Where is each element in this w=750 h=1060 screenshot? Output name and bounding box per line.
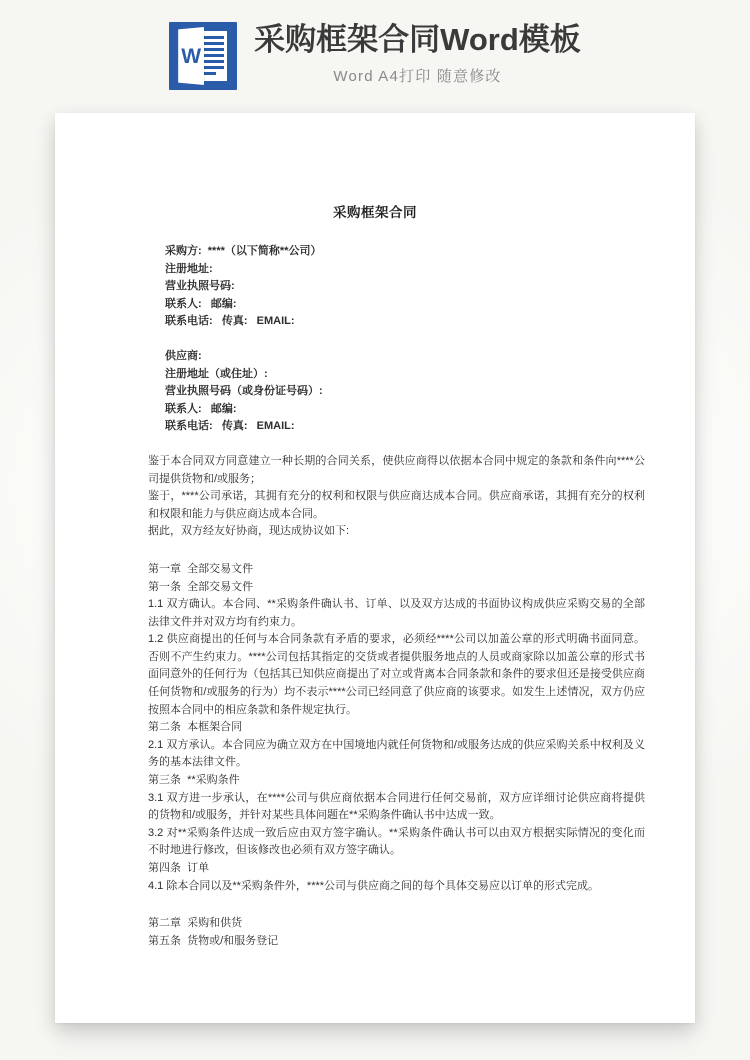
buyer-line: 注册地址: xyxy=(165,262,213,275)
recital-paragraph: 据此，双方经友好协商，现达成协议如下: xyxy=(148,525,350,538)
buyer-line: 营业执照号码: xyxy=(165,280,235,293)
article-3-heading: 第三条 **采购条件 xyxy=(148,774,240,787)
buyer-info-block xyxy=(165,243,645,331)
supplier-line: 联系人: 邮编: xyxy=(165,402,237,415)
supplier-line: 联系电话: 传真: EMAIL: xyxy=(165,420,295,433)
word-document-icon xyxy=(169,22,237,90)
supplier-line: 注册地址（或住址）: xyxy=(165,367,268,380)
clause-1-1: 1.1 双方确认。本合同、**采购条件确认书、订单、以及双方达成的书面协议构成供应采购交易的全部法律文件并对双方均有约束力。 xyxy=(148,598,645,628)
chapter-1-block xyxy=(148,561,645,895)
word-icon-letter: W xyxy=(181,44,202,68)
document-body xyxy=(55,113,695,950)
header-banner-content xyxy=(169,22,581,90)
clause-3-2: 3.2 对**采购条件达成一致后应由双方签字确认。**采购条件确认书可以由双方根据实际情况的变化而不时地进行修改，但该修改也必须有双方签字确认。 xyxy=(148,826,645,857)
article-2-heading: 第二条 本框架合同 xyxy=(148,721,243,734)
clause-2-1: 2.1 双方承认。本合同应为确立双方在中国境地内就任何货物和/或服务达成的供应采购关系中权利及义务的基本法律文件。 xyxy=(148,738,645,769)
article-5-heading: 第五条 货物或/和服务登记 xyxy=(148,934,279,947)
clause-3-1: 3.1 双方进一步承认，在****公司与供应商依据本合同进行任何交易前，双方应详细讨论供应商将提供的货物和/或服务，并针对某些具体问题在**采购条件确认书中达成一致。 xyxy=(148,791,645,822)
supplier-line: 营业执照号码（或身份证号码）: xyxy=(165,385,323,398)
buyer-line: 联系人: 邮编: xyxy=(165,297,237,310)
chapter-2-block xyxy=(148,915,645,950)
article-1-heading: 第一条 全部交易文件 xyxy=(148,580,254,593)
contract-title: 采购框架合同 xyxy=(333,205,417,220)
header-text-group xyxy=(254,22,581,86)
page-subtitle: Word A4打印 随意修改 xyxy=(333,67,502,85)
page-title: 采购框架合同Word模板 xyxy=(254,22,581,57)
chapter-1-heading: 第一章 全部交易文件 xyxy=(148,562,254,575)
clause-4-1: 4.1 除本合同以及**采购条件外，****公司与供应商之间的每个具体交易应以订单的形式完成。 xyxy=(148,879,600,892)
clause-1-2: 1.2 供应商提出的任何与本合同条款有矛盾的要求，必须经****公司以加盖公章的形式明确书面同意。否则不产生约束力。****公司包括其指定的交货或者提供服务地点的人员或商家除以加盖公章的形式书面同意外的任何行为（包括其已知供应商提出了对立或背离本合同条款和条件的要求但还是接受供应商任何货物和/或服务的行为）均不表示****公司已经同意了供应商的该要求。如发生上述情况，双方仍应按照本合同中的相应条款和条件规定执行。 xyxy=(148,633,645,716)
recital-paragraph: 鉴于本合同双方同意建立一种长期的合同关系，使供应商得以依据本合同中规定的条款和条件向****公司提供货物和/或服务； xyxy=(148,454,645,485)
chapter-2-heading: 第二章 采购和供货 xyxy=(148,917,243,930)
buyer-line: 采购方: ****（以下简称**公司） xyxy=(165,245,322,257)
supplier-line: 供应商: xyxy=(165,349,202,362)
recitals-block xyxy=(148,453,645,541)
article-4-heading: 第四条 订单 xyxy=(148,862,210,874)
header-banner xyxy=(0,0,750,113)
buyer-line: 联系电话: 传真: EMAIL: xyxy=(165,315,295,328)
recital-paragraph: 鉴于，****公司承诺，其拥有充分的权利和权限与供应商达成本合同。供应商承诺，其拥有充分的权利和权限和能力与供应商达成本合同。 xyxy=(148,490,645,520)
document-page xyxy=(55,113,695,1023)
supplier-info-block xyxy=(165,348,645,436)
